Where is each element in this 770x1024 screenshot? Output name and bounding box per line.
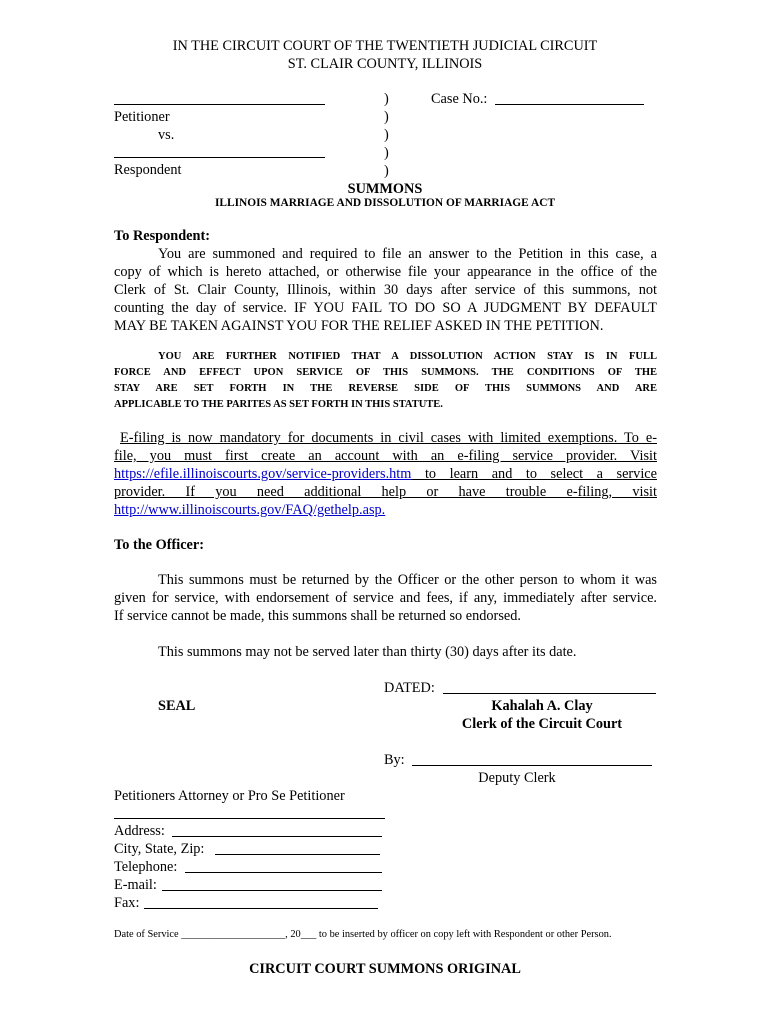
city-state-zip-line[interactable] (215, 854, 380, 855)
vs-label: vs. (158, 127, 175, 143)
summons-title: SUMMONS (347, 181, 423, 197)
email-line[interactable] (162, 890, 382, 891)
city-state-zip-label: City, State, Zip: (114, 841, 205, 857)
paragraph-line (114, 501, 657, 519)
respondent-label: Respondent (114, 162, 182, 178)
efiling-paragraph (114, 429, 657, 519)
paragraph-line: APPLICABLE TO THE PARITES AS SET FORTH IN THIS STATUTE. (114, 399, 443, 410)
paragraph-line: copy of which is hereto attached, or otherwise file your appearance in the office of the (114, 264, 657, 280)
address-line[interactable] (172, 836, 382, 837)
paragraph-line: given for service, with endorsement of service and fees, if any, immediately after service. (114, 590, 657, 606)
paragraph-line: counting the day of service. IF YOU FAIL TO DO SO A JUDGMENT BY DEFAULT (114, 300, 657, 316)
paragraph-line: You are summoned and required to file an answer to the Petition in this case, a (158, 246, 657, 262)
respondent-name-line[interactable] (114, 157, 325, 158)
respondent-paragraph (114, 245, 657, 335)
caption-paren: ) (384, 91, 389, 107)
link-suffix-text: to learn and to select a service (411, 466, 657, 482)
paragraph-line: provider. If you need additional help or have trouble e-filing, visit (114, 484, 657, 500)
attorney-heading: Petitioners Attorney or Pro Se Petitioner (114, 788, 345, 804)
paragraph-line: E-filing is now mandatory for documents in civil cases with limited exemptions. To e- (120, 430, 657, 446)
act-subtitle: ILLINOIS MARRIAGE AND DISSOLUTION OF MARRIAGE ACT (214, 197, 556, 209)
caption-paren: ) (384, 145, 389, 161)
date-of-service-note: Date of Service ____________________, 20___ to be inserted by officer on copy left with Respondent or other Person. (114, 929, 612, 940)
dated-line[interactable] (443, 693, 656, 694)
attorney-name-line[interactable] (114, 818, 385, 819)
paragraph-line: Clerk of St. Clair County, Illinois, within 30 days after service of this summons, not (114, 282, 657, 298)
county-name: ST. CLAIR COUNTY, ILLINOIS (287, 56, 483, 72)
clerk-name: Kahalah A. Clay (491, 698, 593, 714)
service-providers-link[interactable]: https://efile.illinoiscourts.gov/service-providers.htm (114, 466, 412, 482)
paragraph-line: FORCE AND EFFECT UPON SERVICE OF THIS SUMMONS. THE CONDITIONS OF THE (114, 367, 657, 378)
paragraph-line: This summons must be returned by the Officer or the other person to whom it was (158, 572, 657, 588)
case-no-line[interactable] (495, 104, 644, 105)
paragraph-line (114, 465, 657, 483)
telephone-label: Telephone: (114, 859, 178, 875)
email-label: E-mail: (114, 877, 157, 893)
court-name: IN THE CIRCUIT COURT OF THE TWENTIETH JUDICIAL CIRCUIT (172, 38, 598, 54)
caption-paren: ) (384, 163, 389, 179)
officer-paragraph (114, 571, 657, 625)
case-no-label: Case No.: (431, 91, 488, 107)
thirty-days-notice: This summons may not be served later than thirty (30) days after its date. (158, 644, 577, 660)
paragraph-line: file, you must first create an account with an e-filing service provider. Visit (114, 448, 657, 464)
seal-label: SEAL (158, 698, 196, 714)
telephone-line[interactable] (185, 872, 382, 873)
officer-heading: To the Officer: (114, 537, 204, 553)
by-signature-line[interactable] (412, 765, 652, 766)
caption-paren: ) (384, 109, 389, 125)
paragraph-line: STAY ARE SET FORTH IN THE REVERSE SIDE OF THIS SUMMONS AND ARE (114, 383, 657, 394)
fax-label: Fax: (114, 895, 140, 911)
deputy-clerk-label: Deputy Clerk (478, 770, 556, 786)
respondent-heading: To Respondent: (114, 228, 211, 244)
dated-label: DATED: (384, 680, 435, 696)
gethelp-link[interactable]: http://www.illinoiscourts.gov/FAQ/gethelp.asp. (114, 502, 386, 518)
paragraph-line: If service cannot be made, this summons shall be returned so endorsed. (114, 608, 521, 624)
petitioner-label: Petitioner (114, 109, 170, 125)
petitioner-name-line[interactable] (114, 104, 325, 105)
paragraph-line: MAY BE TAKEN AGAINST YOU FOR THE RELIEF ASKED IN THE PETITION. (114, 318, 604, 334)
footer-original-label: CIRCUIT COURT SUMMONS ORIGINAL (249, 961, 521, 977)
by-label: By: (384, 752, 405, 768)
caption-paren: ) (384, 127, 389, 143)
fax-line[interactable] (144, 908, 378, 909)
address-label: Address: (114, 823, 165, 839)
clerk-title: Clerk of the Circuit Court (461, 716, 623, 732)
stay-notice (114, 350, 657, 411)
paragraph-line: YOU ARE FURTHER NOTIFIED THAT A DISSOLUTION ACTION STAY IS IN FULL (158, 351, 657, 362)
